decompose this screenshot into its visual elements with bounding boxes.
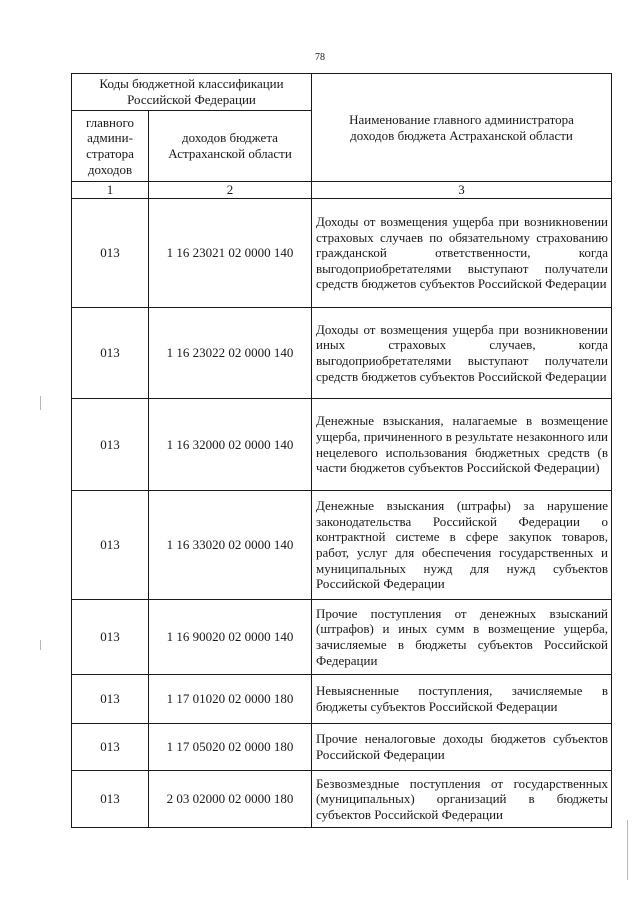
table-row	[72, 675, 612, 724]
scan-artifact	[627, 820, 628, 880]
column-number: 2	[149, 182, 312, 199]
admin-code-cell: 013	[72, 308, 149, 399]
income-name-cell: Денежные взыскания, налагаемые в возмещение ущерба, причиненного в результате незаконного или нецелевого использования бюджетных средств (в части бюджетов субъектов Российской Федерации)	[312, 399, 612, 491]
header-col-admin: главного админи-стратора доходов	[72, 111, 149, 182]
budget-classification-table	[71, 73, 612, 828]
admin-code-cell: 013	[72, 675, 149, 724]
income-code-cell: 1 16 23021 02 0000 140	[149, 199, 312, 308]
income-name-cell: Доходы от возмещения ущерба при возникновении страховых случаев по обязательному страхованию гражданской ответственности, когда выгодоприобретателями выступают получатели средств бюджетов субъектов Российской Федерации	[312, 199, 612, 308]
income-code-cell: 2 03 02000 02 0000 180	[149, 771, 312, 828]
header-group-title: Коды бюджетной классификации Российской Федерации	[72, 74, 312, 111]
admin-code-cell: 013	[72, 199, 149, 308]
scan-artifact	[40, 640, 41, 650]
income-name-cell: Безвозмездные поступления от государственных (муниципальных) организаций в бюджеты субъектов Российской Федерации	[312, 771, 612, 828]
table-row	[72, 600, 612, 675]
income-name-cell: Денежные взыскания (штрафы) за нарушение законодательства Российской Федерации о контрактной системе в сфере закупок товаров, работ, услуг для обеспечения государственных и муниципальных нужд для нужд субъектов Российской Федерации	[312, 491, 612, 600]
income-code-cell: 1 16 33020 02 0000 140	[149, 491, 312, 600]
income-name-cell: Прочие поступления от денежных взысканий (штрафов) и иных сумм в возмещение ущерба, зачисляемые в бюджеты субъектов Российской Федерации	[312, 600, 612, 675]
table-row	[72, 199, 612, 308]
admin-code-cell: 013	[72, 399, 149, 491]
column-number: 1	[72, 182, 149, 199]
column-numbers-row	[72, 182, 612, 199]
header-col-income: доходов бюджета Астраханской области	[149, 111, 312, 182]
admin-code-cell: 013	[72, 491, 149, 600]
income-code-cell: 1 16 90020 02 0000 140	[149, 600, 312, 675]
income-code-cell: 1 16 32000 02 0000 140	[149, 399, 312, 491]
table-row	[72, 491, 612, 600]
table-row	[72, 399, 612, 491]
income-name-cell: Невыясненные поступления, зачисляемые в бюджеты субъектов Российской Федерации	[312, 675, 612, 724]
income-code-cell: 1 17 01020 02 0000 180	[149, 675, 312, 724]
table-row	[72, 308, 612, 399]
table-row	[72, 771, 612, 828]
table-row	[72, 724, 612, 771]
header-col-name: Наименование главного администратора доходов бюджета Астраханской области	[312, 74, 612, 182]
income-code-cell: 1 16 23022 02 0000 140	[149, 308, 312, 399]
column-number: 3	[312, 182, 612, 199]
scan-artifact	[40, 396, 41, 410]
admin-code-cell: 013	[72, 600, 149, 675]
income-code-cell: 1 17 05020 02 0000 180	[149, 724, 312, 771]
admin-code-cell: 013	[72, 724, 149, 771]
page-number: 78	[315, 52, 325, 63]
income-name-cell: Прочие неналоговые доходы бюджетов субъектов Российской Федерации	[312, 724, 612, 771]
admin-code-cell: 013	[72, 771, 149, 828]
header-row-main	[72, 74, 612, 111]
income-name-cell: Доходы от возмещения ущерба при возникновении иных страховых случаев, когда выгодоприобретателями выступают получатели средств бюджетов субъектов Российской Федерации	[312, 308, 612, 399]
